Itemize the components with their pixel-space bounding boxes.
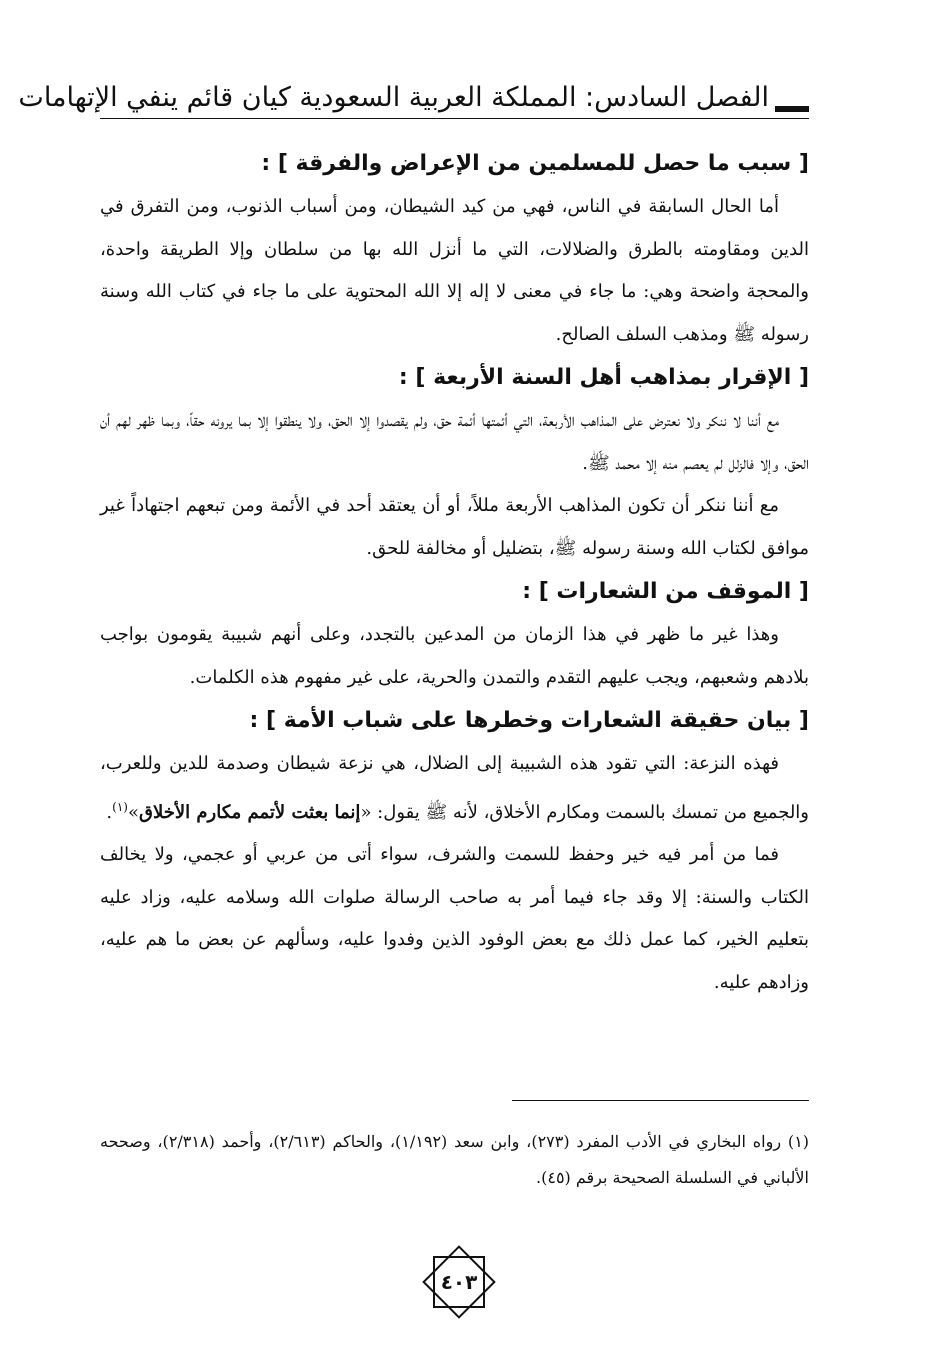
paragraph: فما من أمر فيه خير وحفظ للسمت والشرف، سواء أتى من عربي أو عجمي، ولا يخالف الكتاب والسنة: إلا وقد جاء فيما أمر به صاحب الرسالة صلوات الله وسلامه عليه، وزاد عليه بتعليم الخير، كما عمل ذلك مع بعض الوفود الذين وفدوا عليه، وسألهم عن بعض ما هم عليه، وزادهم عليه.	[100, 844, 809, 993]
header-rule	[100, 118, 809, 119]
footnote-ref[interactable]: (١)	[112, 799, 128, 814]
section-heading: [ الإقرار بمذاهب أهل السنة الأربعة ] :	[398, 365, 809, 390]
header-ornament	[775, 106, 809, 112]
paragraph: مع أننا ننكر أن تكون المذاهب الأربعة مللاً، أو أن يعتقد أحد في الأئمة ومن تبعهم اجتهاداً غير موافق لكتاب الله وسنة رسوله ﷺ، بتضليل أو مخالفة للحق.	[100, 495, 809, 559]
hadith-quote: إنما بعثت لأتمم مكارم الأخلاق	[139, 801, 361, 823]
paragraph: وهذا غير ما ظهر في هذا الزمان من المدعين بالتجدد، وعلى أنهم شبيبة يقومون بواجب بلادهم وشعبهم، ويجب عليهم التقدم والتمدن والحرية، على غير مفهوم هذه الكلمات.	[100, 624, 809, 688]
paragraph-text: فهذه النزعة: التي تقود هذه الشبيبة إلى الضلال، هي نزعة شيطان وصدمة للدين وللعرب، والجميع من تمسك بالسمت ومكارم الأخلاق، لأنه ﷺ يقول: «	[100, 753, 809, 823]
page-number-badge	[417, 1240, 501, 1324]
page-number: ٤٠٣	[440, 1270, 478, 1294]
footnote: (١) رواه البخاري في الأدب المفرد (٢٧٣)، وابن سعد (١/١٩٢)، والحاكم (٢/٦١٣)، وأحمد (٢/٣١٨)، وصححه الألباني في السلسلة الصحيحة برقم (٤٥).	[100, 1132, 810, 1187]
paragraph-end: .	[106, 801, 113, 823]
section-heading: [ بيان حقيقة الشعارات وخطرها على شباب الأمة ] :	[249, 708, 809, 733]
running-header	[18, 78, 809, 118]
main-text	[100, 142, 809, 1004]
section-heading: [ سبب ما حصل للمسلمين من الإعراض والفرقة ] :	[261, 151, 809, 176]
chapter-title: الفصل السادس: المملكة العربية السعودية كيان قائم ينفي الإتهامات	[18, 82, 769, 113]
footnote-rule	[512, 1100, 809, 1101]
paragraph: مع أننا لا ننكر ولا نعترض على المذاهب الأربعة، التي أئمتها أئمة حق، ولم يقصدوا إلا الحق، ولا ينطقوا إلا بما يرونه حقاً، وبما ظهر لهم أن الحق، وإلا فالزلل لم يعصم منه إلا محمد ﷺ.	[100, 410, 809, 474]
paragraph: أما الحال السابقة في الناس، فهي من كيد الشيطان، ومن أسباب الذنوب، ومن التفرق في الدين ومقاومته بالطرق والضلالات، التي ما أنزل الله بها من سلطان وإلا الطريقة واحدة، والمحجة واضحة وهي: ما جاء في معنى لا إله إلا الله المحتوية على ما جاء في كتاب الله وسنة رسوله ﷺ ومذهب السلف الصالح.	[100, 196, 809, 345]
paragraph	[100, 743, 809, 834]
quote-close: »	[127, 801, 139, 823]
section-heading: [ الموقف من الشعارات ] :	[522, 579, 809, 604]
